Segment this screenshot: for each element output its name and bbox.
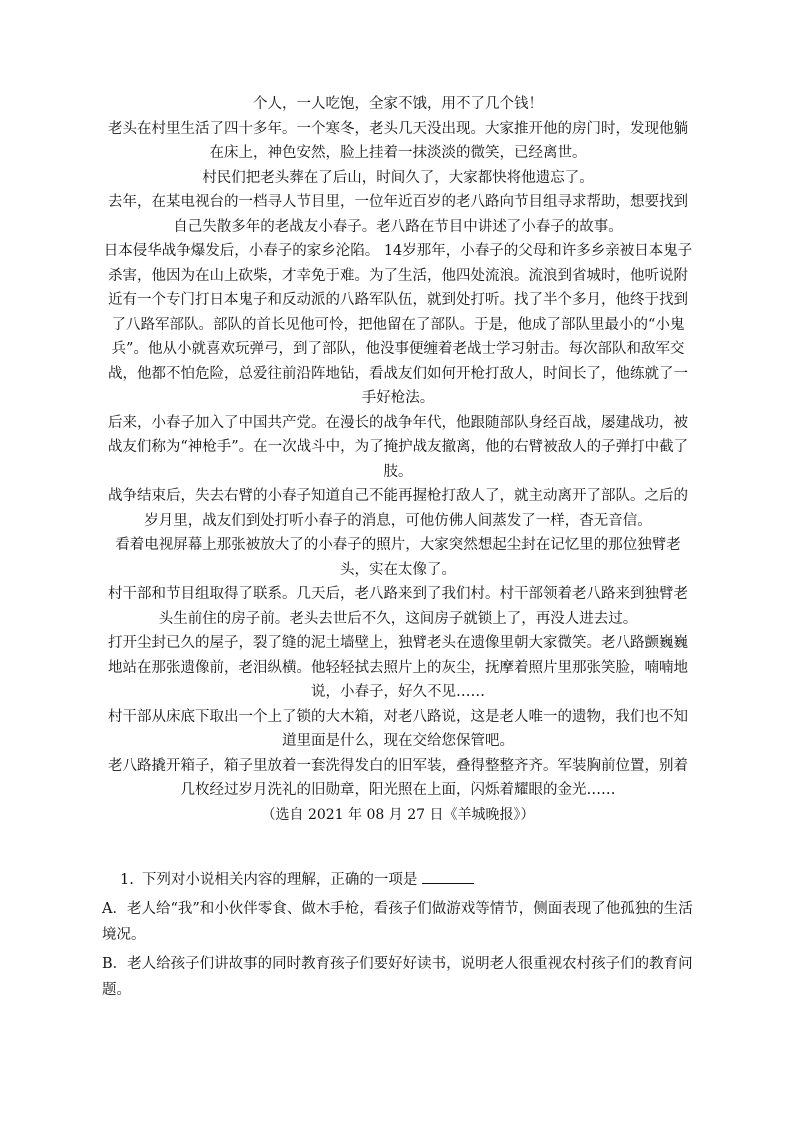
story-paragraph: 看着电视屏幕上那张被放大了的小春子的照片，大家突然想起尘封在记忆里的那位独臂老头，实在太像了。: [115, 537, 681, 578]
question-stem-text: 下列对小说相关内容的理解，正确的一项是: [141, 872, 418, 888]
story-paragraph: 日本侵华战争爆发后，小春子的家乡沦陷。 14岁那年，小春子的父母和许多乡亲被日本鬼子杀害，他因为在山上砍柴，才幸免于难。为了生活，他四处流浪。流浪到省城时，他听说附近有一个专门打日本鬼子和反动派的八路军队伍，就到处打听。找了半个多月，他终于找到了八路军部队。部队的首长见他可怜，把他留在了部队。于是，他成了部队里最小的“小鬼兵”。他从小就喜欢玩弹弓，到了部队，他没事便缠着老战士学习射击。每次部队和敌军交战，他都不怕危险，总爱往前沿阵地钻，看战友们如何开枪打敌人，时间长了，他练就了一手好枪法。: [103, 243, 693, 406]
option-b: B．老人给孩子们讲故事的同时教育孩子们要好好读书，说明老人很重视农村孩子们的教育问题。: [102, 956, 693, 998]
answer-blank: [422, 871, 474, 884]
question-number: 1.: [120, 872, 134, 888]
story-paragraph: 个人，一人吃饱，全家不饿，用不了几个钱！: [253, 96, 543, 112]
story-body: [102, 92, 694, 827]
question-1: [102, 867, 694, 1003]
story-paragraph: 老八路撬开箱子，箱子里放着一套洗得发白的旧军装，叠得整整齐齐。军装胸前位置，别着几枚经过岁月洗礼的旧勋章，阳光照在上面，闪烁着耀眼的金光……: [108, 757, 688, 798]
story-paragraph: 去年，在某电视台的一档寻人节目里，一位年近百岁的老八路向节目组寻求帮助，想要找到自己失散多年的老战友小春子。老八路在节目中讲述了小春子的故事。: [108, 194, 688, 235]
document-page: [102, 92, 694, 1003]
question-stem: [102, 867, 694, 893]
story-paragraph: 村干部和节目组取得了联系。几天后，老八路来到了我们村。村干部领着老八路来到独臂老头生前住的房子前。老头去世后不久，这间房子就锁上了，再没人进去过。: [108, 586, 688, 627]
story-paragraph: 打开尘封已久的屋子，裂了缝的泥土墙壁上，独臂老头在遗像里朝大家微笑。老八路颤巍巍地站在那张遗像前，老泪纵横。他轻轻拭去照片上的灰尘，抚摩着照片里那张笑脸，喃喃地说，小春子，好久不见……: [108, 635, 688, 700]
option-a: A．老人给“我”和小伙伴零食、做木手枪，看孩子们做游戏等情节，侧面表现了他孤独的生活境况。: [102, 901, 693, 943]
story-paragraph: 村民们把老头葬在了后山，时间久了，大家都快将他遗忘了。: [202, 169, 594, 186]
story-paragraph: 老头在村里生活了四十多年。一个寒冬，老头几天没出现。大家推开他的房门时，发现他躺在床上，神色安然，脸上挂着一抹淡淡的微笑，已经离世。: [108, 120, 688, 161]
source-citation: （选自 2021 年 08 月 27 日《羊城晚报》）: [261, 806, 535, 823]
story-paragraph: 村干部从床底下取出一个上了锁的大木箱，对老八路说，这是老人唯一的遗物，我们也不知道里面是什么，现在交给您保管吧。: [108, 708, 688, 749]
story-paragraph: 后来，小春子加入了中国共产党。在漫长的战争年代，他跟随部队身经百战，屡建战功，被战友们称为“神枪手”。在一次战斗中，为了掩护战友撤离，他的右臂被敌人的子弹打中截了肢。: [107, 414, 689, 480]
story-paragraph: 战争结束后，失去右臂的小春子知道自己不能再握枪打敌人了，就主动离开了部队。之后的岁月里，战友们到处打听小春子的消息，可他仿佛人间蒸发了一样，杳无音信。: [108, 488, 688, 529]
